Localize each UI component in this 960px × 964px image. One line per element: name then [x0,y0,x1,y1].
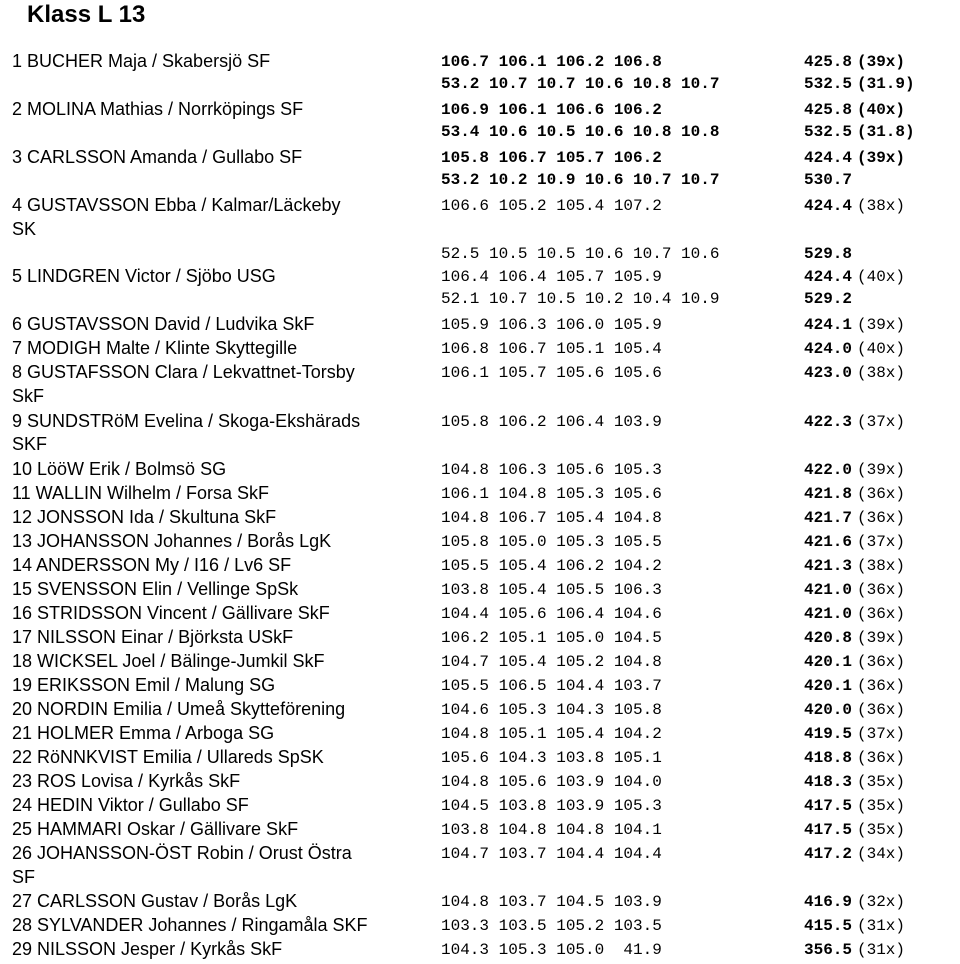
final-total-score: 529.8 [803,245,852,263]
shooter-name-continued: SkF [12,386,45,406]
series-scores: 104.7 105.4 105.2 104.8 [441,653,662,671]
inner-tens-count: (31x) [857,941,906,959]
series-scores: 106.6 105.2 105.4 107.2 [441,197,662,215]
inner-tens-count: (38x) [857,557,906,575]
total-score: 418.8 [803,749,852,767]
series-scores: 103.8 104.8 104.8 104.1 [441,821,662,839]
final-row [0,120,960,142]
series-scores: 106.4 106.4 105.7 105.9 [441,268,662,286]
shooter-name: 28 SYLVANDER Johannes / Ringamåla SKF [12,915,368,935]
shooter-name: 2 MOLINA Mathias / Norrköpings SF [12,99,304,119]
shooter-name: 13 JOHANSSON Johannes / Borås LgK [12,531,332,551]
final-points: (31.9) [857,75,915,93]
inner-tens-count: (38x) [857,197,906,215]
total-score: 419.5 [803,725,852,743]
inner-tens-count: (36x) [857,701,906,719]
shooter-name: 29 NILSSON Jesper / Kyrkås SkF [12,939,283,959]
shooter-name: 1 BUCHER Maja / Skabersjö SF [12,51,271,71]
inner-tens-count: (39x) [857,629,906,647]
series-scores: 106.9 106.1 106.6 106.2 [441,101,662,119]
final-total-score: 532.5 [803,123,852,141]
inner-tens-count: (32x) [857,893,906,911]
total-score: 425.8 [803,53,852,71]
series-scores: 106.1 104.8 105.3 105.6 [441,485,662,503]
shooter-name: 3 CARLSSON Amanda / Gullabo SF [12,147,303,167]
shooter-name-continued: SF [12,867,36,887]
final-series-scores: 53.2 10.2 10.9 10.6 10.7 10.7 [441,171,720,189]
inner-tens-count: (36x) [857,485,906,503]
shooter-name: 26 JOHANSSON-ÖST Robin / Orust Östra [12,843,352,863]
series-scores: 106.8 106.7 105.1 105.4 [441,340,662,358]
series-scores: 104.4 105.6 106.4 104.6 [441,605,662,623]
shooter-name: 17 NILSSON Einar / Björksta USkF [12,627,294,647]
total-score: 424.4 [803,197,852,215]
total-score: 420.0 [803,701,852,719]
shooter-name: 10 LööW Erik / Bolmsö SG [12,459,227,479]
series-scores: 105.8 106.7 105.7 106.2 [441,149,662,167]
inner-tens-count: (40x) [857,101,906,119]
inner-tens-count: (36x) [857,653,906,671]
inner-tens-count: (36x) [857,605,906,623]
shooter-name: 16 STRIDSSON Vincent / Gällivare SkF [12,603,330,623]
shooter-name: 21 HOLMER Emma / Arboga SG [12,723,275,743]
shooter-name: 23 ROS Lovisa / Kyrkås SkF [12,771,241,791]
inner-tens-count: (31x) [857,917,906,935]
series-scores: 104.8 106.3 105.6 105.3 [441,461,662,479]
inner-tens-count: (39x) [857,316,906,334]
inner-tens-count: (36x) [857,509,906,527]
total-score: 417.5 [803,821,852,839]
inner-tens-count: (35x) [857,797,906,815]
shooter-name-continued: SK [12,219,37,239]
inner-tens-count: (40x) [857,268,906,286]
shooter-name: 25 HAMMARI Oskar / Gällivare SkF [12,819,299,839]
final-row [0,168,960,190]
total-score: 415.5 [803,917,852,935]
total-score: 420.1 [803,677,852,695]
series-scores: 106.7 106.1 106.2 106.8 [441,53,662,71]
series-scores: 105.6 104.3 103.8 105.1 [441,749,662,767]
series-scores: 105.8 105.0 105.3 105.5 [441,533,662,551]
final-series-scores: 53.2 10.7 10.7 10.6 10.8 10.7 [441,75,720,93]
final-total-score: 532.5 [803,75,852,93]
inner-tens-count: (35x) [857,773,906,791]
total-score: 424.1 [803,316,852,334]
shooter-name-continued: SKF [12,434,48,454]
total-score: 416.9 [803,893,852,911]
total-score: 421.6 [803,533,852,551]
shooter-name: 8 GUSTAFSSON Clara / Lekvattnet-Torsby [12,362,355,382]
total-score: 422.3 [803,413,852,431]
series-scores: 104.8 106.7 105.4 104.8 [441,509,662,527]
shooter-name: 11 WALLIN Wilhelm / Forsa SkF [12,483,270,503]
final-series-scores: 52.5 10.5 10.5 10.6 10.7 10.6 [441,245,720,263]
series-scores: 103.3 103.5 105.2 103.5 [441,917,662,935]
final-row [0,287,960,309]
series-scores: 104.5 103.8 103.9 105.3 [441,797,662,815]
total-score: 421.3 [803,557,852,575]
shooter-name: 15 SVENSSON Elin / Vellinge SpSk [12,579,299,599]
inner-tens-count: (39x) [857,149,906,167]
shooter-name: 18 WICKSEL Joel / Bälinge-Jumkil SkF [12,651,325,671]
final-row [0,242,960,264]
shooter-name: 9 SUNDSTRöM Evelina / Skoga-Ekshärads [12,411,361,431]
final-series-scores: 52.1 10.7 10.5 10.2 10.4 10.9 [441,290,720,308]
final-total-score: 529.2 [803,290,852,308]
total-score: 421.0 [803,581,852,599]
total-score: 420.8 [803,629,852,647]
total-score: 417.2 [803,845,852,863]
total-score: 356.5 [803,941,852,959]
series-scores: 104.8 103.7 104.5 103.9 [441,893,662,911]
inner-tens-count: (37x) [857,725,906,743]
total-score: 422.0 [803,461,852,479]
shooter-name: 22 RöNNKVIST Emilia / Ullareds SpSK [12,747,324,767]
series-scores: 104.8 105.6 103.9 104.0 [441,773,662,791]
series-scores: 105.8 106.2 106.4 103.9 [441,413,662,431]
series-scores: 105.5 105.4 106.2 104.2 [441,557,662,575]
inner-tens-count: (36x) [857,581,906,599]
total-score: 424.4 [803,149,852,167]
page-title: Klass L 13 [27,1,146,28]
series-scores: 106.1 105.7 105.6 105.6 [441,364,662,382]
final-total-score: 530.7 [803,171,852,189]
shooter-name: 4 GUSTAVSSON Ebba / Kalmar/Läckeby [12,195,341,215]
total-score: 417.5 [803,797,852,815]
total-score: 420.1 [803,653,852,671]
total-score: 424.0 [803,340,852,358]
series-scores: 106.2 105.1 105.0 104.5 [441,629,662,647]
shooter-name: 27 CARLSSON Gustav / Borås LgK [12,891,298,911]
shooter-name: 19 ERIKSSON Emil / Malung SG [12,675,276,695]
series-scores: 104.6 105.3 104.3 105.8 [441,701,662,719]
shooter-name: 14 ANDERSSON My / I16 / Lv6 SF [12,555,292,575]
final-row [0,72,960,94]
total-score: 424.4 [803,268,852,286]
shooter-name: 6 GUSTAVSSON David / Ludvika SkF [12,314,315,334]
shooter-name: 5 LINDGREN Victor / Sjöbo USG [12,266,276,286]
total-score: 421.7 [803,509,852,527]
inner-tens-count: (36x) [857,677,906,695]
final-series-scores: 53.4 10.6 10.5 10.6 10.8 10.8 [441,123,720,141]
inner-tens-count: (36x) [857,749,906,767]
series-scores: 104.3 105.3 105.0 41.9 [441,941,662,959]
final-points: (31.8) [857,123,915,141]
inner-tens-count: (35x) [857,821,906,839]
shooter-name: 12 JONSSON Ida / Skultuna SkF [12,507,277,527]
inner-tens-count: (34x) [857,845,906,863]
total-score: 418.3 [803,773,852,791]
total-score: 421.8 [803,485,852,503]
total-score: 425.8 [803,101,852,119]
inner-tens-count: (40x) [857,340,906,358]
shooter-name: 24 HEDIN Viktor / Gullabo SF [12,795,249,815]
shooter-name: 20 NORDIN Emilia / Umeå Skytteförening [12,699,346,719]
series-scores: 103.8 105.4 105.5 106.3 [441,581,662,599]
inner-tens-count: (39x) [857,461,906,479]
inner-tens-count: (39x) [857,53,906,71]
inner-tens-count: (37x) [857,413,906,431]
series-scores: 104.8 105.1 105.4 104.2 [441,725,662,743]
shooter-name: 7 MODIGH Malte / Klinte Skyttegille [12,338,298,358]
series-scores: 105.5 106.5 104.4 103.7 [441,677,662,695]
inner-tens-count: (38x) [857,364,906,382]
inner-tens-count: (37x) [857,533,906,551]
series-scores: 105.9 106.3 106.0 105.9 [441,316,662,334]
total-score: 423.0 [803,364,852,382]
total-score: 421.0 [803,605,852,623]
series-scores: 104.7 103.7 104.4 104.4 [441,845,662,863]
